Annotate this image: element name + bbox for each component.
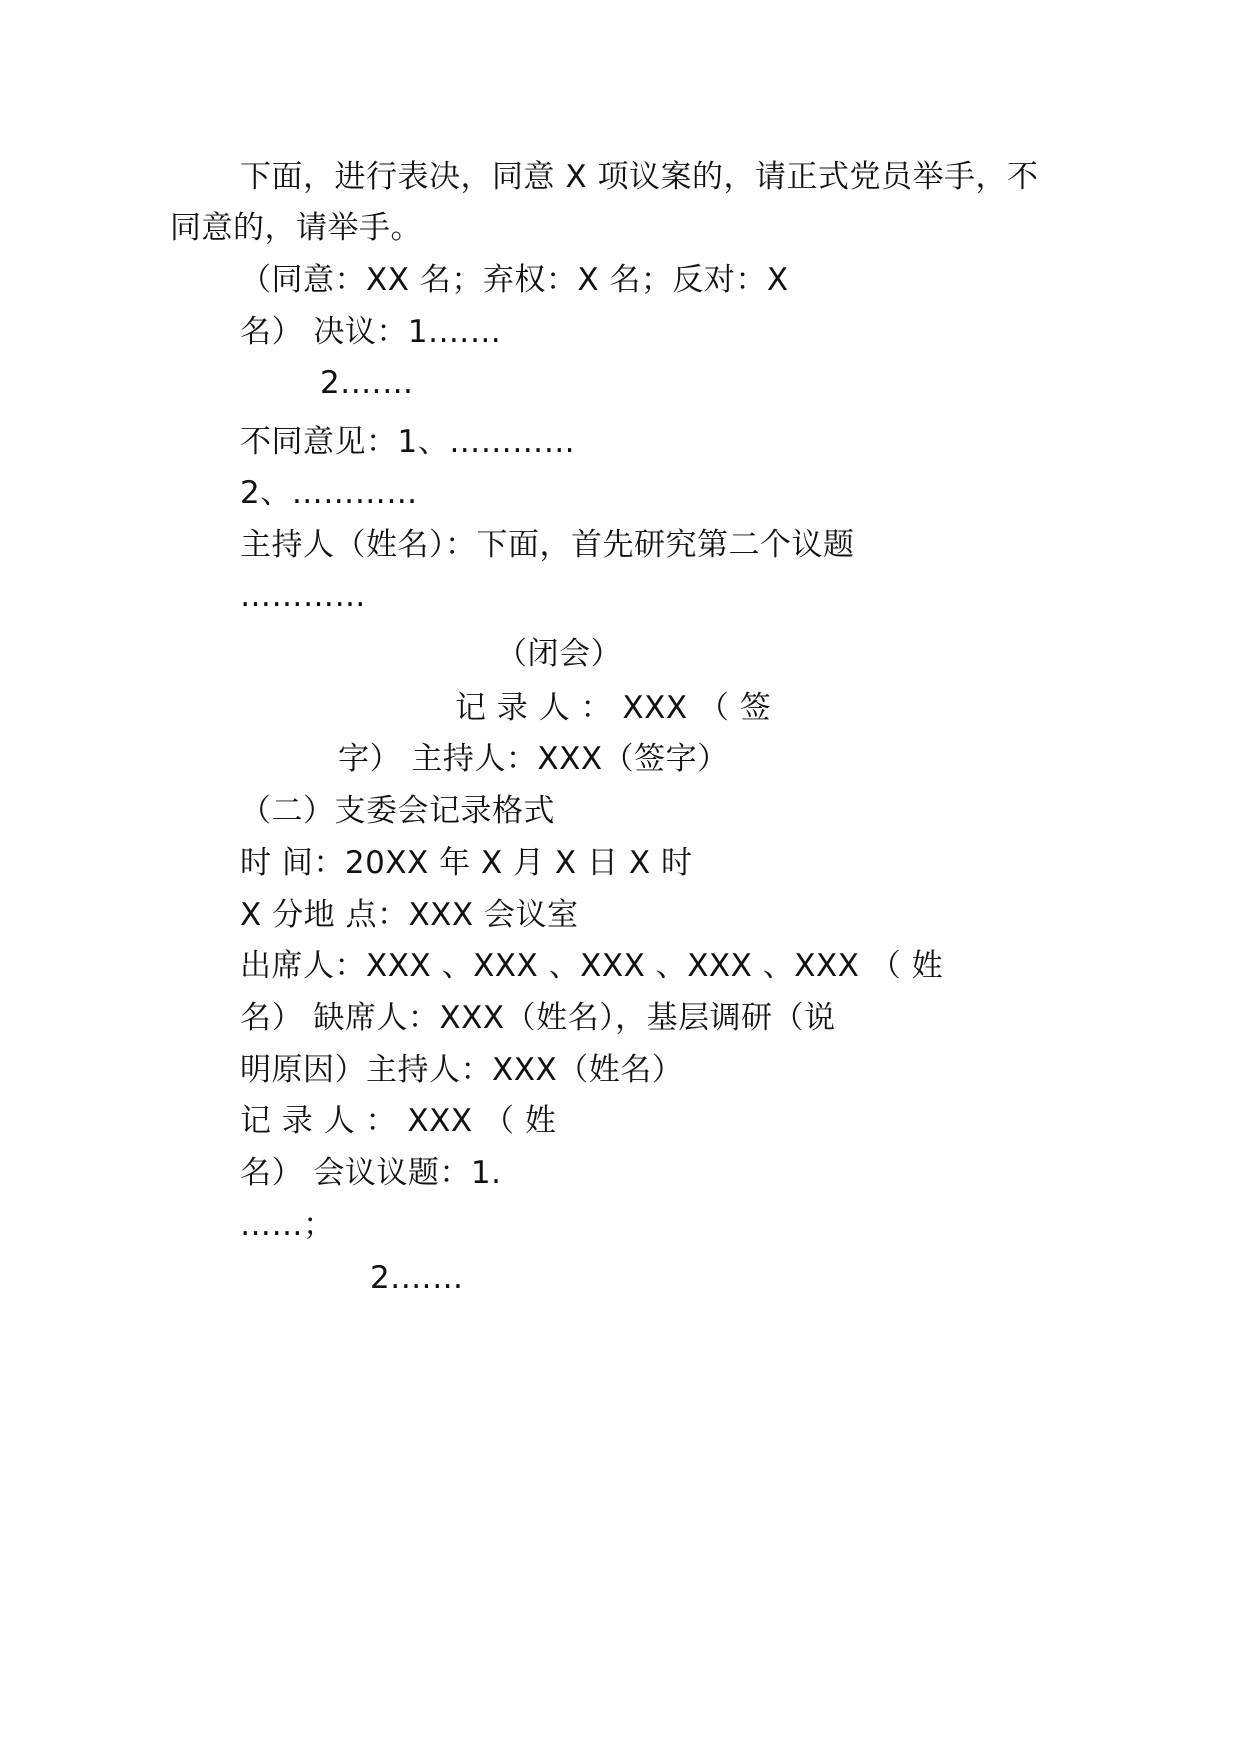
text-line: 名） 决议：1.…… bbox=[240, 314, 502, 350]
text-line: 主持人（姓名）：下面，首先研究第二个议题 bbox=[240, 527, 855, 563]
text-line: 名） 会议议题：1. bbox=[240, 1155, 502, 1191]
text-line: 记 录 人 ： XXX （ 签 bbox=[455, 690, 772, 726]
text-line: （同意：XX 名；弃权：X 名；反对：X bbox=[240, 262, 789, 298]
text-line: ……； bbox=[240, 1207, 335, 1243]
text-line: 下面，进行表决，同意 X 项议案的，请正式党员举手，不 bbox=[240, 159, 1039, 195]
text-line: ………… bbox=[240, 578, 366, 614]
text-line: 不同意见：1、………… bbox=[240, 424, 576, 460]
text-line: 2.…… bbox=[320, 365, 414, 401]
text-line: 出席人：XXX 、XXX 、XXX 、XXX 、XXX （ 姓 bbox=[240, 948, 944, 984]
text-line: 时 间：20XX 年 X 月 X 日 X 时 bbox=[240, 845, 693, 881]
text-line: （二）支委会记录格式 bbox=[240, 793, 555, 829]
text-line: 2.…… bbox=[370, 1260, 464, 1296]
text-line: 名） 缺席人：XXX（姓名），基层调研（说 bbox=[240, 1000, 836, 1036]
text-line: 字） 主持人：XXX（签字） bbox=[338, 741, 729, 777]
text-line: 记 录 人 ： XXX （ 姓 bbox=[240, 1103, 557, 1139]
text-line: （闭会） bbox=[496, 636, 622, 672]
text-line: 同意的，请举手。 bbox=[170, 210, 422, 246]
text-line: X 分地 点：XXX 会议室 bbox=[240, 897, 579, 933]
text-line: 2、………… bbox=[240, 475, 418, 511]
text-line: 明原因）主持人：XXX（姓名） bbox=[240, 1052, 684, 1088]
